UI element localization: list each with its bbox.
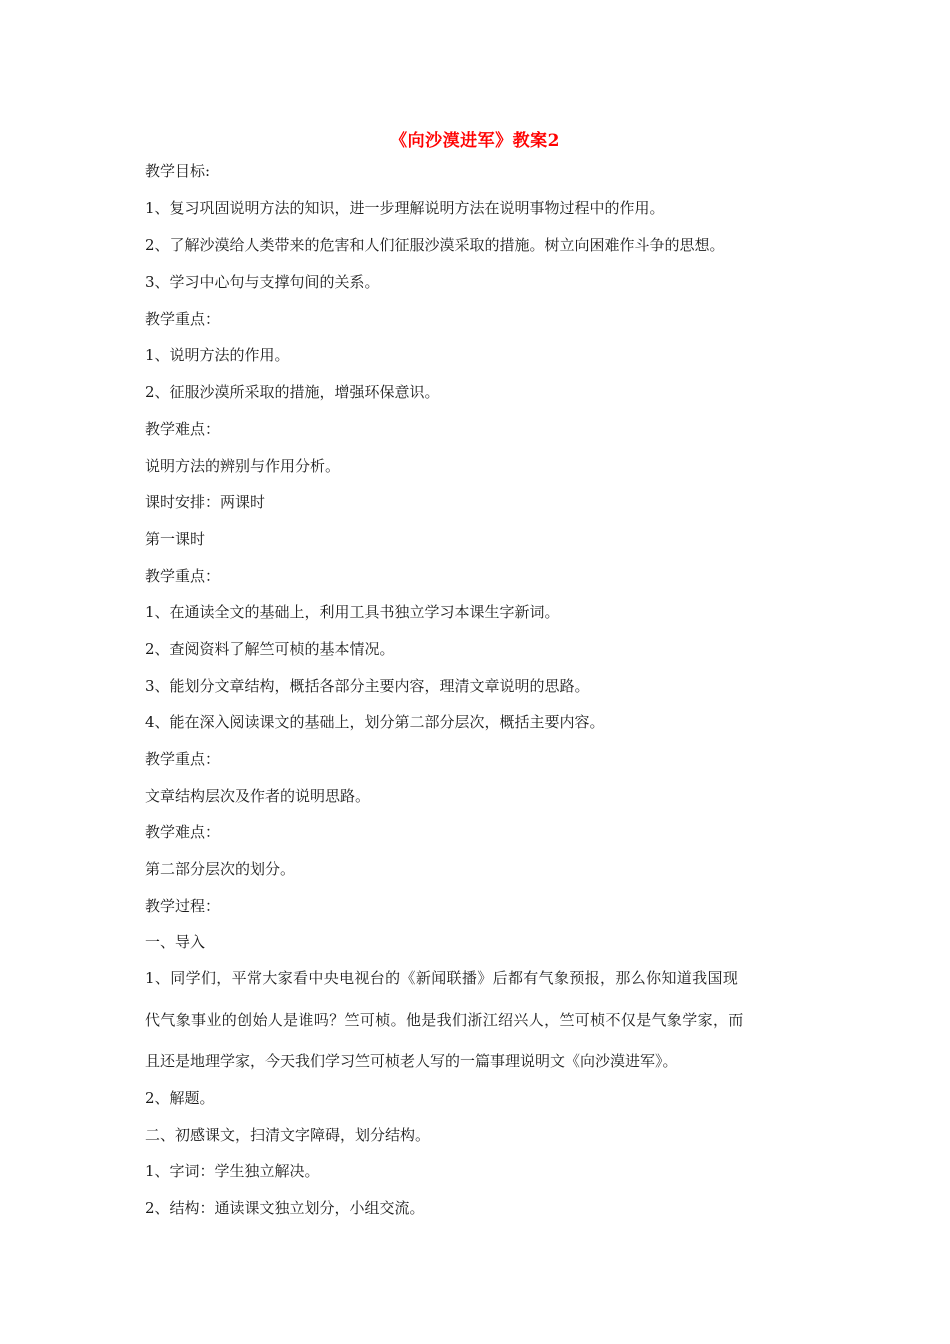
paragraph: 说明方法的辨别与作用分析。 — [145, 457, 341, 475]
section-heading: 教学难点： — [145, 823, 221, 841]
section-heading: 教学过程： — [145, 897, 221, 915]
document-title: 《向沙漠进军》教案2 — [390, 131, 560, 151]
section-heading: 教学重点： — [145, 310, 221, 328]
paragraph: 3、学习中心句与支撑句间的关系。 — [145, 273, 380, 291]
paragraph: 2、征服沙漠所采取的措施，增强环保意识。 — [145, 383, 440, 401]
paragraph: 文章结构层次及作者的说明思路。 — [145, 787, 371, 805]
paragraph: 2、了解沙漠给人类带来的危害和人们征服沙漠采取的措施。树立向困难作斗争的思想。 — [145, 236, 725, 254]
section-heading: 教学目标: — [145, 162, 211, 180]
paragraph: 1、复习巩固说明方法的知识，进一步理解说明方法在说明事物过程中的作用。 — [145, 199, 665, 217]
paragraph: 3、能划分文章结构，概括各部分主要内容，理清文章说明的思路。 — [145, 677, 590, 695]
paragraph: 代气象事业的创始人是谁吗？竺可桢。他是我们浙江绍兴人，竺可桢不仅是气象学家，而 — [145, 1011, 744, 1029]
section-heading: 二、初感课文，扫清文字障碍，划分结构。 — [145, 1126, 431, 1144]
paragraph: 2、解题。 — [145, 1089, 215, 1107]
paragraph: 课时安排：两课时 — [145, 493, 266, 511]
section-heading: 一、导入 — [145, 933, 206, 951]
paragraph: 1、同学们，平常大家看中央电视台的《新闻联播》后都有气象预报，那么你知道我国现 — [145, 969, 739, 987]
section-heading: 第一课时 — [145, 530, 206, 548]
paragraph: 1、在通读全文的基础上，利用工具书独立学习本课生字新词。 — [145, 603, 560, 621]
section-heading: 教学难点： — [145, 420, 221, 438]
paragraph: 4、能在深入阅读课文的基础上，划分第二部分层次，概括主要内容。 — [145, 713, 605, 731]
paragraph: 2、结构：通读课文独立划分，小组交流。 — [145, 1199, 425, 1217]
paragraph: 1、说明方法的作用。 — [145, 346, 290, 364]
section-heading: 教学重点： — [145, 567, 221, 585]
paragraph: 1、字词：学生独立解决。 — [145, 1162, 320, 1180]
section-heading: 教学重点： — [145, 750, 221, 768]
paragraph: 第二部分层次的划分。 — [145, 860, 296, 878]
paragraph: 2、查阅资料了解竺可桢的基本情况。 — [145, 640, 395, 658]
paragraph: 且还是地理学家，今天我们学习竺可桢老人写的一篇事理说明文《向沙漠进军》。 — [145, 1052, 678, 1070]
